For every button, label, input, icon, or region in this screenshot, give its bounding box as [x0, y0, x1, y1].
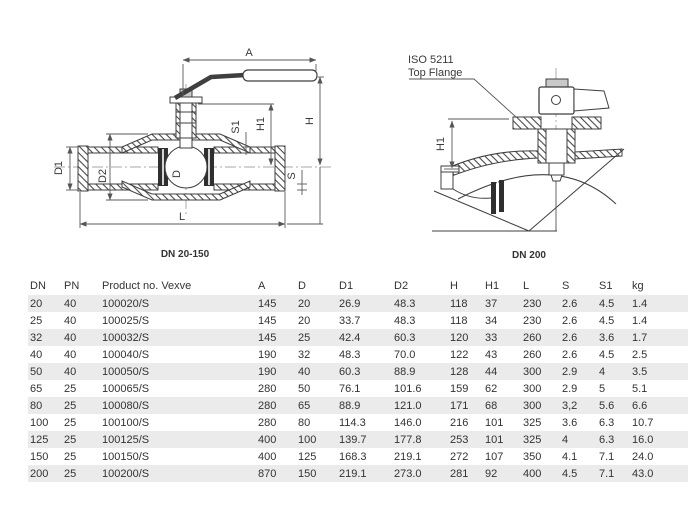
table-cell: 280: [258, 416, 277, 429]
table-cell: 190: [256, 363, 296, 380]
dim-label-s1: S1: [230, 120, 242, 134]
table-cell: 48.3: [394, 314, 416, 327]
table-cell: 3.6: [562, 416, 578, 429]
table-cell: 25: [30, 314, 43, 327]
column-header: L: [523, 280, 530, 292]
table-cell: 100: [30, 416, 49, 429]
column-header: Product no. Vexve: [102, 280, 192, 292]
table-cell: 76.1: [339, 382, 361, 395]
table-cell: 1.4: [632, 314, 648, 327]
table-cell: 272: [450, 450, 469, 463]
table-cell: 101: [485, 416, 504, 429]
column-header: S1: [599, 280, 613, 292]
handle-stub: [574, 89, 609, 111]
table-cell: 190: [258, 348, 277, 361]
table-cell: 43: [485, 348, 498, 361]
table-cell: 125: [28, 431, 62, 448]
table-cell: 145: [258, 314, 277, 327]
table-cell: 33: [483, 329, 521, 346]
table-cell: 65: [30, 382, 43, 395]
dim-label-h1: H1: [255, 116, 267, 132]
table-cell: 4.5: [597, 295, 630, 312]
caption-dn200: DN 200: [512, 250, 546, 261]
table-cell: 118: [450, 314, 468, 327]
table-cell: 100125/S: [100, 431, 256, 448]
table-cell: 300: [521, 363, 560, 380]
table-cell: 44: [483, 363, 521, 380]
dimension-S: [297, 170, 307, 195]
table-cell: 168.3: [339, 450, 367, 463]
dim-label-a: A: [245, 47, 253, 59]
table-cell: 159: [450, 382, 469, 395]
column-header: PN: [64, 280, 80, 292]
table-cell: 62: [485, 382, 498, 395]
table-cell: 145: [256, 329, 296, 346]
iso-top-flange: [513, 117, 601, 129]
table-cell: 100200/S: [100, 465, 256, 482]
table-cell: 300: [521, 397, 560, 414]
table-cell: 80: [28, 397, 62, 414]
table-row: [28, 329, 688, 346]
table-cell: 40: [64, 348, 77, 361]
table-cell: 40: [62, 329, 100, 346]
table-cell: 40: [30, 348, 43, 361]
stem-hole: [552, 96, 561, 105]
table-cell: 253: [448, 431, 483, 448]
table-cell: 25: [64, 416, 77, 429]
table-cell: 125: [298, 450, 317, 463]
table-cell: 100: [296, 431, 337, 448]
table-cell: 118: [448, 295, 483, 312]
table-cell: 171: [448, 397, 483, 414]
table-cell: 60.3: [337, 363, 392, 380]
dim-label-d2: D2: [97, 168, 109, 184]
caption-dn20-150: DN 20-150: [160, 249, 210, 260]
table-cell: 100080/S: [100, 397, 256, 414]
table-cell: 37: [483, 295, 521, 312]
table-cell: 216: [450, 416, 469, 429]
table-cell: 101.6: [394, 382, 422, 395]
table-cell: 3.6: [597, 329, 630, 346]
table-cell: 107: [485, 450, 504, 463]
table-cell: 114.3: [339, 416, 366, 429]
table-cell: 32: [298, 348, 311, 361]
seat-rings-dn200: [491, 180, 504, 214]
table-row: [28, 431, 688, 448]
table-cell: 100050/S: [100, 363, 256, 380]
column-header: D2: [394, 280, 409, 292]
iso-label-line1: ISO 5211: [408, 54, 454, 66]
table-cell: 16.0: [630, 431, 688, 448]
table-cell: 400: [258, 450, 277, 463]
table-cell: 4.1: [562, 450, 578, 463]
table-cell: 50: [298, 382, 311, 395]
table-cell: 100065/S: [102, 382, 150, 395]
table-cell: 4.5: [599, 314, 615, 327]
table-cell: 100150/S: [102, 450, 150, 463]
table-cell: 5.6: [597, 397, 630, 414]
table-cell: 281: [448, 465, 483, 482]
table-cell: 4: [597, 363, 630, 380]
table-cell: 25: [64, 450, 77, 463]
table-cell: 273.0: [392, 465, 448, 482]
table-cell: 230: [521, 295, 560, 312]
table-cell: 219.1: [337, 465, 392, 482]
table-cell: 2.6: [560, 295, 597, 312]
table-cell: 20: [296, 295, 337, 312]
table-cell: 7.1: [599, 450, 615, 463]
table-cell: 43.0: [630, 465, 688, 482]
table-cell: 20: [28, 295, 62, 312]
stem-head-block: [539, 79, 609, 114]
table-cell: 40: [62, 295, 100, 312]
table-cell: 33.7: [339, 314, 361, 327]
table-cell: 25: [64, 382, 77, 395]
table-cell: 400: [256, 431, 296, 448]
table-cell: 300: [523, 382, 542, 395]
table-cell: 121.0: [392, 397, 448, 414]
table-cell: 1.4: [630, 295, 688, 312]
valve-dn200-drawing: [408, 54, 624, 261]
cutaway-edges: [432, 149, 624, 231]
table-cell: 48.3: [392, 295, 448, 312]
table-row: [28, 363, 688, 380]
table-cell: 145: [256, 295, 296, 312]
table-cell: 325: [523, 416, 542, 429]
table-cell: 870: [256, 465, 296, 482]
valve-side-view-drawing: [53, 47, 332, 260]
table-row: [28, 465, 688, 482]
table-cell: 6.3: [599, 416, 615, 429]
table-row: [28, 448, 688, 465]
table-row: [28, 397, 688, 414]
table-cell: 50: [28, 363, 62, 380]
dim-label-h: H: [304, 117, 316, 125]
iso-label-line2: Top Flange: [408, 67, 463, 79]
column-header: H: [450, 280, 458, 292]
table-cell: 139.7: [337, 431, 392, 448]
table-cell: 10.7: [632, 416, 654, 429]
column-header: S: [562, 280, 570, 292]
iso-leader-line: [409, 79, 516, 117]
table-cell: 2.5: [632, 348, 648, 361]
table-cell: 4.5: [599, 348, 615, 361]
table-cell: 32: [28, 329, 62, 346]
table-cell: 219.1: [394, 450, 422, 463]
table-cell: 100100/S: [102, 416, 150, 429]
table-cell: 3.5: [630, 363, 688, 380]
table-cell: 40: [296, 363, 337, 380]
dim-label-d: D: [171, 170, 183, 178]
table-cell: 4: [560, 431, 597, 448]
table-cell: 150: [296, 465, 337, 482]
column-header: A: [258, 280, 266, 292]
table-cell: 88.9: [392, 363, 448, 380]
dim-label-h1-dn200: H1: [435, 136, 447, 152]
table-cell: 146.0: [394, 416, 422, 429]
table-cell: 65: [296, 397, 337, 414]
table-cell: 60.3: [392, 329, 448, 346]
column-header: kg: [632, 280, 644, 292]
table-cell: 6.6: [630, 397, 688, 414]
column-header: DN: [30, 280, 46, 292]
table-cell: 120: [448, 329, 483, 346]
table-cell: 280: [258, 382, 277, 395]
stem-column: [538, 129, 575, 181]
valve-dome-shell: [441, 149, 622, 204]
table-cell: 24.0: [632, 450, 654, 463]
table-cell: 260: [521, 329, 560, 346]
table-cell: 230: [523, 314, 542, 327]
table-cell: 25: [62, 431, 100, 448]
table-cell: 80: [298, 416, 311, 429]
table-cell: 26.9: [337, 295, 392, 312]
table-cell: 280: [256, 397, 296, 414]
table-cell: 128: [448, 363, 483, 380]
table-row: [28, 312, 688, 329]
table-cell: 20: [298, 314, 311, 327]
table-cell: 101: [483, 431, 521, 448]
dim-label-s: S: [286, 172, 298, 180]
table-cell: 100040/S: [102, 348, 150, 361]
table-cell: 1.7: [630, 329, 688, 346]
table-cell: 100025/S: [102, 314, 150, 327]
table-cell: 200: [28, 465, 62, 482]
table-cell: 40: [62, 363, 100, 380]
table-cell: 5: [599, 382, 606, 395]
table-cell: 3,2: [560, 397, 597, 414]
column-header: D1: [339, 280, 354, 292]
table-header-row: [28, 278, 688, 295]
table-cell: 4.5: [560, 465, 597, 482]
ball: [165, 138, 207, 188]
column-header: H1: [485, 280, 500, 292]
table-cell: 150: [30, 450, 49, 463]
table-cell: 260: [523, 348, 542, 361]
table-cell: 40: [64, 314, 77, 327]
table-cell: 25: [296, 329, 337, 346]
table-row: [28, 414, 688, 431]
table-cell: 2.6: [562, 314, 578, 327]
table-cell: 177.8: [392, 431, 448, 448]
table-cell: 2.6: [560, 329, 597, 346]
dimension-H: [287, 77, 324, 224]
table-cell: 88.9: [337, 397, 392, 414]
table-cell: 2.9: [560, 363, 597, 380]
table-cell: 100020/S: [100, 295, 256, 312]
table-cell: 325: [521, 431, 560, 448]
column-header: D: [298, 280, 306, 292]
dim-label-d1: D1: [53, 160, 65, 176]
table-cell: 122: [450, 348, 469, 361]
table-cell: 350: [523, 450, 542, 463]
table-cell: 34: [485, 314, 498, 327]
table-cell: 25: [62, 397, 100, 414]
table-cell: 2.9: [562, 382, 578, 395]
dimension-D1: [66, 147, 78, 190]
table-cell: 48.3: [339, 348, 361, 361]
table-row: [28, 346, 688, 363]
table-cell: 70.0: [394, 348, 416, 361]
table-cell: 25: [62, 465, 100, 482]
handle-lever: [175, 70, 317, 98]
table-row: [28, 380, 688, 397]
table-row: [28, 295, 688, 312]
table-cell: 100032/S: [100, 329, 256, 346]
table-cell: 68: [483, 397, 521, 414]
dimension-table: [28, 278, 688, 482]
table-cell: 5.1: [632, 382, 648, 395]
table-cell: 2.6: [562, 348, 578, 361]
dim-label-l: L: [178, 211, 186, 223]
table-cell: 6.3: [597, 431, 630, 448]
table-cell: 400: [521, 465, 560, 482]
table-cell: 92: [483, 465, 521, 482]
table-cell: 7.1: [597, 465, 630, 482]
table-cell: 42.4: [337, 329, 392, 346]
